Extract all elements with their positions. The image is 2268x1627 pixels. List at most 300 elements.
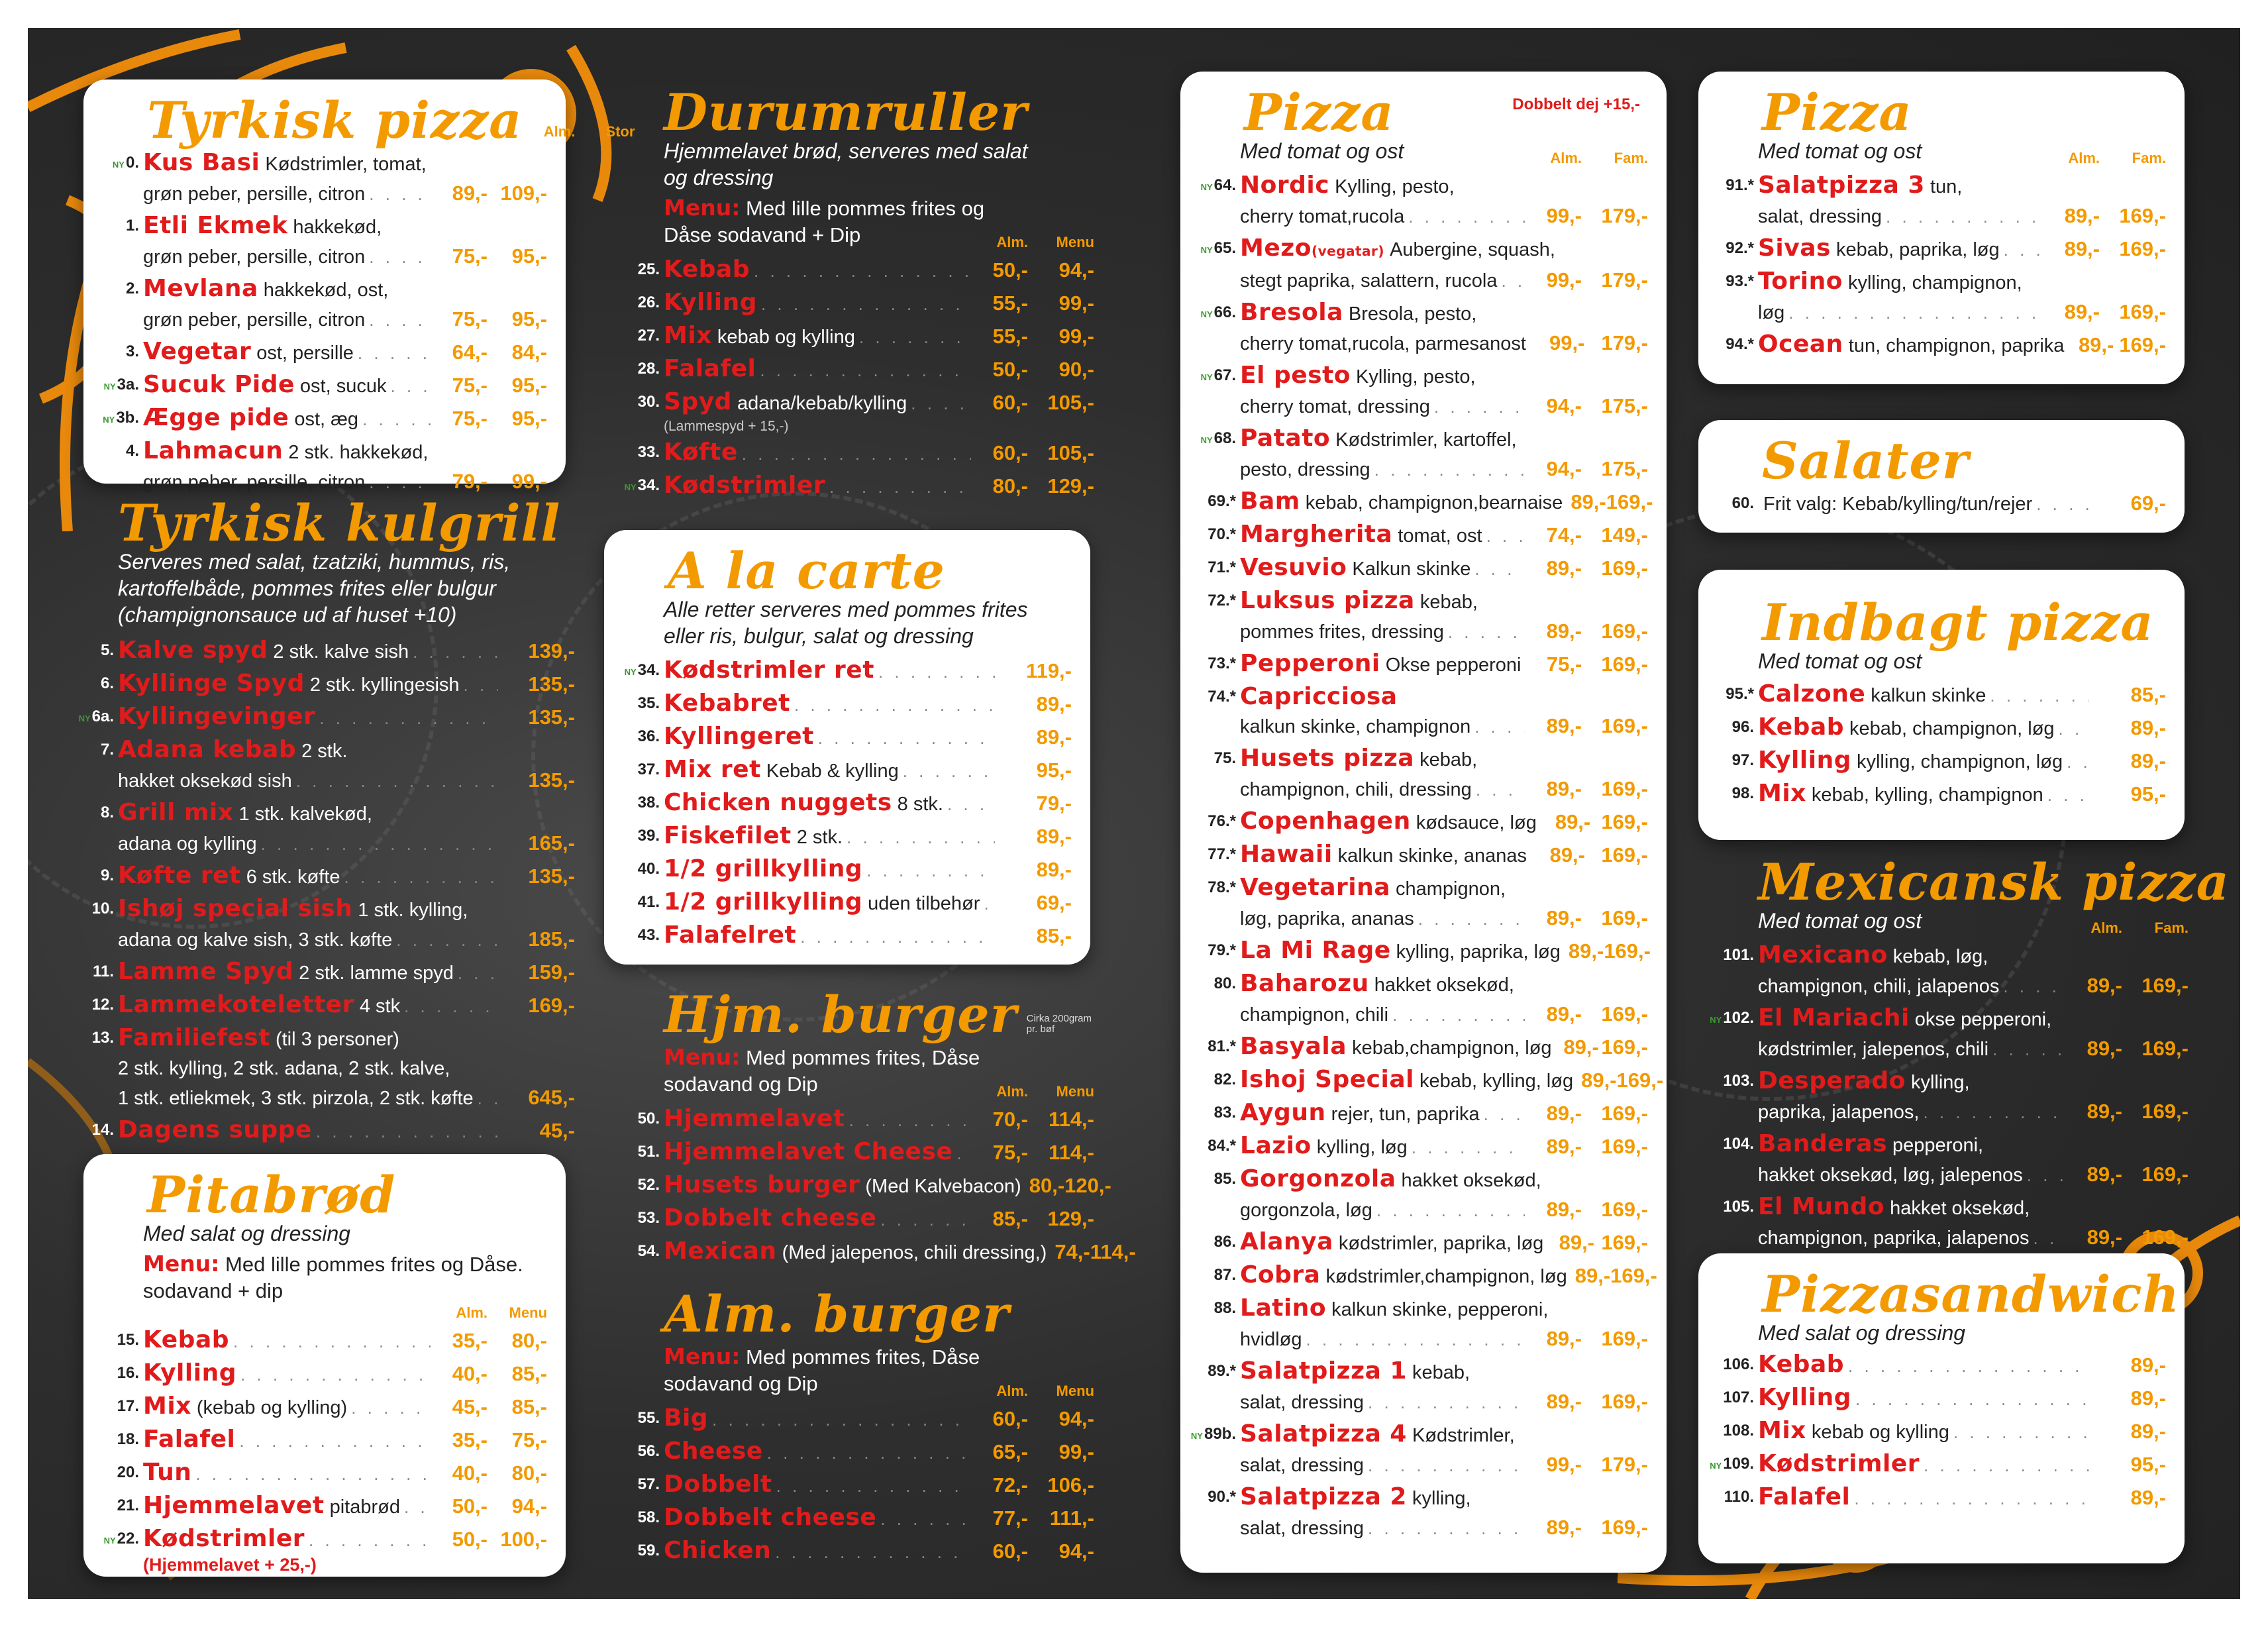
item-description: kebab og kylling (717, 327, 855, 348)
item-description: pepperoni, (1892, 1135, 1984, 1156)
item-description: kebab,champignon, løg (1352, 1037, 1552, 1059)
item-number-text: 22. (117, 1530, 139, 1548)
column-headers: Alm. Fam. (1550, 150, 1648, 166)
leader-dots (1474, 554, 1525, 584)
item-name: Chicken nuggets (664, 789, 892, 816)
item-number-text: 27. (637, 327, 660, 344)
price-regular: 89,- (1036, 825, 1072, 848)
item-description: 8 stk. (897, 794, 943, 815)
item-name: Sivas (1758, 235, 1831, 262)
price-regular: 89,- (2130, 1353, 2166, 1377)
item-number-text: 17. (117, 1397, 139, 1415)
item-number (1188, 1131, 1236, 1161)
leader-dots (369, 468, 431, 497)
item-line (118, 636, 575, 666)
item-description: 1 stk. etliekmek, 3 stk. pirzola, 2 stk. køfte (118, 1088, 474, 1109)
item-name: El pesto (1240, 362, 1351, 389)
item-number (1188, 1483, 1236, 1512)
item-number-text: 88. (1213, 1299, 1236, 1317)
item-line (143, 274, 547, 305)
item-number (612, 821, 660, 851)
price-large: 94,- (511, 1495, 547, 1518)
item-line (1758, 267, 2166, 297)
price-regular: 89,- (1574, 1264, 1611, 1287)
item-description: kødstrimler, paprika, løg (1338, 1233, 1544, 1254)
price-large: 95,- (511, 244, 547, 268)
item-line (664, 821, 1072, 852)
item-description: Kalkun skinke (1352, 558, 1471, 580)
menu-item (1208, 1483, 1648, 1543)
item-number-text: 92.* (1726, 239, 1754, 257)
item-line (143, 305, 547, 335)
menu-item (637, 921, 1072, 951)
section-title: A la carte (668, 541, 946, 600)
item-description: kylling, paprika, løg (1396, 941, 1561, 963)
price-regular: 89,- (1546, 1135, 1582, 1158)
menu-item (117, 1491, 547, 1522)
item-name: Lahmacun (143, 437, 284, 464)
leader-dots (1368, 1451, 1525, 1480)
item-number-text: 84.* (1208, 1137, 1236, 1155)
item-line (1240, 266, 1648, 295)
price-regular: 75,- (452, 374, 488, 397)
price-large: 179,- (1601, 331, 1648, 354)
item-number (91, 1491, 139, 1520)
item-name: Margherita (1240, 521, 1393, 548)
price-large: 94,- (1058, 1540, 1094, 1563)
item-number-text: 6a. (91, 708, 114, 725)
item-line (1240, 1513, 1648, 1543)
menu-description: Menu: Med lille pommes frites og Dåse sodavand + Dip (664, 195, 985, 246)
item-name: Cheese (664, 1438, 763, 1465)
item-line (664, 921, 1072, 951)
leader-dots (240, 1360, 431, 1389)
price-regular: 89,- (1546, 1102, 1582, 1125)
price-regular: 89,- (1546, 619, 1582, 643)
leader-dots (712, 1405, 971, 1434)
item-line (664, 1137, 1094, 1168)
item-number (612, 1470, 660, 1499)
item-line (1240, 1228, 1648, 1258)
item-line (118, 1116, 575, 1146)
menu-item (125, 274, 547, 335)
item-description: salat, dressing (1240, 1518, 1364, 1539)
item-number-text: 73.* (1208, 655, 1236, 672)
item-name: Vesuvio (1240, 554, 1347, 581)
item-line (1240, 904, 1648, 933)
item-number-text: 68. (1213, 429, 1236, 447)
item-number-text: 18. (117, 1430, 139, 1448)
menu-item (637, 722, 1072, 753)
price-large: 94,- (1058, 1407, 1094, 1430)
item-description: gorgonzola, løg (1240, 1200, 1372, 1221)
item-name: Lammekoteletter (118, 991, 354, 1018)
item-name: Nordic (1240, 172, 1330, 199)
item-number-text: 67. (1213, 366, 1236, 384)
item-description: kebab, champignon, løg (1849, 718, 2055, 739)
item-description: kalkun skinke (1871, 685, 1986, 706)
item-line (1240, 392, 1648, 421)
column-headers: Alm. Fam. (2068, 150, 2166, 166)
panel-indbagt-pizza (1698, 570, 2185, 840)
menu-item (637, 321, 1094, 352)
menu-item (1726, 234, 2166, 264)
item-name: Kødstrimler (664, 472, 826, 499)
item-number (1188, 873, 1236, 902)
item-name: Banderas (1758, 1130, 1888, 1157)
item-line (118, 1023, 575, 1054)
item-number-text: 76.* (1208, 812, 1236, 830)
item-line (664, 656, 1072, 686)
leader-dots (404, 992, 498, 1021)
price-large: 169,- (2119, 237, 2166, 260)
item-description: pesto, dressing (1240, 459, 1370, 480)
item-number (612, 788, 660, 817)
item-line (1758, 713, 2166, 743)
item-description: grøn peber, persille, citron (143, 246, 366, 268)
menu-item (1208, 936, 1651, 967)
menu-item (1723, 1350, 2166, 1381)
menu-item (78, 702, 575, 733)
price-large: 179,- (1601, 268, 1648, 291)
item-list (637, 1104, 1136, 1267)
item-description: 1 stk. kalvekød, (238, 804, 372, 825)
item-name: Husets burger (664, 1171, 860, 1198)
price-regular: 99,- (1546, 204, 1582, 227)
item-description: champignon, chili, dressing (1240, 779, 1472, 800)
item-description: hakket oksekød sish (118, 770, 292, 792)
item-number (66, 894, 114, 923)
menu-description: Menu: Med lille pommes frites og Dåse. sodavand + dip (143, 1251, 523, 1302)
item-number (1188, 487, 1236, 516)
price-large: 75,- (511, 1428, 547, 1451)
item-list (78, 636, 575, 1146)
menu-item (103, 403, 547, 434)
price-regular: 99,- (1546, 268, 1582, 291)
item-line (143, 148, 547, 179)
item-number (612, 255, 660, 284)
item-number-text: 15. (117, 1331, 139, 1349)
item-number (1188, 586, 1236, 615)
item-number-text: 90.* (1208, 1488, 1236, 1506)
new-badge: NY (103, 415, 115, 425)
new-badge: NY (1710, 1015, 1722, 1025)
price-regular: 45,- (539, 1119, 575, 1142)
item-number-text: 107. (1723, 1389, 1754, 1406)
item-number (1706, 1192, 1754, 1222)
leader-dots (195, 1459, 431, 1489)
item-line (1240, 873, 1648, 904)
price-regular: 40,- (452, 1362, 488, 1385)
price-regular: 89,- (1549, 843, 1585, 866)
item-number (66, 957, 114, 986)
new-badge: NY (1190, 1431, 1203, 1441)
item-number-text: 0. (125, 154, 139, 172)
item-line (1240, 1261, 1657, 1291)
menu-item (1731, 489, 2166, 519)
price-regular: 89,- (2087, 974, 2122, 997)
section-title: Mexicansk pizza (1758, 853, 2230, 912)
menu-item (637, 1237, 1136, 1267)
item-description: adana og kalve sish, 3 stk. køfte (118, 929, 393, 951)
item-name: Kebab (1758, 1351, 1845, 1378)
section-title: Pitabrød (147, 1165, 396, 1224)
item-description: salat, dressing (1240, 1392, 1364, 1413)
price-regular: 89,- (1036, 858, 1072, 881)
item-number (612, 354, 660, 384)
item-list (637, 1404, 1094, 1567)
item-line (1758, 1449, 2166, 1480)
item-name: Kyllinge Spyd (118, 670, 305, 697)
price-large: 99,- (511, 470, 547, 493)
item-description: adana/kebab/kylling (737, 393, 907, 414)
item-number-text: 103. (1723, 1072, 1754, 1090)
item-line (1758, 1192, 2189, 1223)
price-large: 179,- (1601, 1453, 1648, 1476)
item-name: Kebab (664, 256, 750, 283)
price-large: 169,- (1601, 1135, 1648, 1158)
leader-dots (1992, 1035, 2065, 1064)
price-regular: 89,- (2130, 1486, 2166, 1509)
item-number-text: 52. (637, 1176, 660, 1194)
item-number (612, 722, 660, 751)
item-number-text: 41. (637, 893, 660, 911)
item-line (1240, 329, 1648, 358)
price-regular: 645,- (528, 1086, 575, 1109)
item-line (1758, 1034, 2189, 1064)
price-regular: 72,- (992, 1473, 1028, 1496)
item-name: Patato (1240, 425, 1331, 452)
item-number (91, 1392, 139, 1421)
item-description: Bresola, pesto, (1348, 303, 1477, 325)
item-number (1706, 1067, 1754, 1096)
item-number-text: 56. (637, 1442, 660, 1460)
price-large: 169,- (1601, 1327, 1648, 1350)
item-line (1240, 840, 1648, 870)
price-large: 95,- (511, 307, 547, 331)
menu-item (100, 798, 575, 859)
price-regular: 60,- (992, 441, 1028, 464)
menu-item (1190, 1420, 1648, 1480)
price-regular: 89,- (2087, 1100, 2122, 1123)
price-regular: 89,- (1546, 777, 1582, 800)
item-line (1758, 330, 2166, 360)
menu-item (112, 148, 547, 209)
item-description: okse pepperoni, (1914, 1009, 2052, 1030)
item-number-text: 80. (1213, 974, 1236, 992)
item-number (91, 437, 139, 466)
item-number (1188, 1165, 1236, 1194)
section-title: Hjm. burger (664, 985, 1017, 1044)
price-regular: 89,- (2087, 1163, 2122, 1186)
item-line (1758, 680, 2166, 710)
leader-dots (1368, 1388, 1525, 1417)
price-large: 169,- (1601, 810, 1648, 833)
section-hjm-burger (637, 985, 1136, 1267)
item-name: 1/2 grillkylling (664, 888, 863, 916)
price-regular: 60,- (992, 391, 1028, 414)
section-mexicansk-pizza (1710, 853, 2230, 1253)
item-description: kalkun skinke, ananas (1337, 845, 1527, 866)
item-number-text: 96. (1731, 718, 1754, 736)
item-description: kebab, (1419, 749, 1478, 770)
leader-dots (829, 472, 971, 501)
item-number-text: 3b. (116, 409, 139, 427)
menu-item (1208, 553, 1648, 584)
leader-dots (761, 289, 971, 319)
new-badge: NY (103, 1536, 116, 1546)
item-description: champignon, chili (1240, 1004, 1389, 1025)
price-regular: 89,- (2087, 1037, 2122, 1060)
item-description: Kebab & kylling (766, 761, 899, 782)
item-description: løg, paprika, ananas (1240, 908, 1414, 929)
item-description: tun, champignon, paprika (1848, 335, 2065, 356)
item-number-text: 26. (637, 293, 660, 311)
item-line (664, 438, 1094, 468)
menu-item (637, 388, 1094, 435)
price-large: 106,- (1047, 1473, 1094, 1496)
item-number-text: 82. (1213, 1071, 1236, 1088)
item-name: Mevlana (143, 275, 258, 302)
item-line (1758, 201, 2166, 231)
item-name: Husets pizza (1240, 745, 1415, 772)
item-list (1726, 680, 2166, 810)
item-number (612, 656, 660, 687)
leader-dots (2034, 1224, 2066, 1253)
item-description: (kebab og kylling) (196, 1397, 348, 1418)
price-regular: 89,- (1571, 490, 1606, 513)
price-regular: 165,- (528, 831, 575, 855)
item-number (1188, 1261, 1236, 1290)
menu-item (1731, 779, 2166, 810)
item-number (1706, 941, 1754, 970)
item-line (1240, 807, 1648, 837)
item-number (1706, 1004, 1754, 1035)
price-large: 120,- (1064, 1174, 1111, 1197)
price-regular: 50,- (452, 1528, 488, 1551)
item-number (612, 321, 660, 350)
item-line (1240, 1357, 1648, 1387)
item-number-text: 58. (637, 1508, 660, 1526)
item-description: champignon, (1396, 878, 1506, 900)
price-large: 175,- (1601, 457, 1648, 480)
item-line (1758, 1223, 2189, 1253)
menu-item (1200, 361, 1648, 421)
item-number-text: 4. (125, 442, 139, 460)
item-description: 2 stk. kyllingesish (309, 674, 460, 696)
panel-pitabrod (83, 1154, 566, 1577)
item-line (1758, 1483, 2166, 1513)
price-large: 169,- (2119, 300, 2166, 323)
price-large: 169,- (1604, 939, 1651, 963)
item-name: Basyala (1240, 1033, 1347, 1060)
price-regular: 99,- (1549, 331, 1585, 354)
item-number (1706, 330, 1754, 359)
item-line (118, 925, 575, 955)
menu-item (637, 438, 1094, 468)
item-number-text: 66. (1213, 303, 1236, 321)
leader-dots (369, 305, 431, 335)
leader-dots (776, 1471, 971, 1500)
item-line (143, 1491, 547, 1522)
item-name: Lamme Spyd (118, 958, 294, 985)
item-number-text: 54. (637, 1242, 660, 1260)
item-line (664, 689, 1072, 719)
price-large: 95,- (511, 374, 547, 397)
item-line (664, 1237, 1136, 1267)
leader-dots (849, 1106, 971, 1135)
item-list (103, 1326, 547, 1555)
item-number-text: 53. (637, 1209, 660, 1227)
item-description: adana og kylling (118, 833, 257, 855)
item-description: hakket oksekød, (1374, 974, 1514, 996)
menu-item (637, 755, 1072, 786)
leader-dots (754, 256, 971, 286)
item-number (612, 921, 660, 950)
leader-dots (2067, 747, 2089, 776)
price-large: 169,- (1601, 1390, 1648, 1413)
menu-item (1731, 746, 2166, 776)
item-name: Kødstrimler (143, 1525, 305, 1552)
menu-item (1200, 171, 1648, 231)
leader-dots (984, 889, 995, 918)
item-name: Etli Ekmek (143, 212, 288, 239)
price-large: 169,- (1601, 1035, 1648, 1059)
item-line (664, 255, 1094, 286)
price-regular: 74,- (1546, 523, 1582, 547)
item-line (1758, 1097, 2189, 1127)
item-line (1240, 1032, 1648, 1063)
leader-dots (880, 1504, 971, 1534)
menu-item (1213, 1261, 1657, 1291)
item-number-text: 59. (637, 1542, 660, 1559)
item-line (664, 471, 1094, 501)
price-regular: 89,- (1546, 714, 1582, 737)
item-number (91, 337, 139, 366)
item-description: hakket oksekød, (1401, 1170, 1541, 1191)
menu-item (1723, 1192, 2189, 1253)
item-number-text: 109. (1723, 1455, 1754, 1473)
menu-item (91, 1116, 575, 1146)
item-line (143, 1425, 547, 1455)
menu-item (637, 821, 1072, 852)
item-number-text: 98. (1731, 784, 1754, 802)
menu-item (637, 788, 1072, 819)
menu-description: Menu: Med pommes frites, Dåse sodavand og Dip (664, 1044, 980, 1096)
item-number-text: 83. (1213, 1104, 1236, 1122)
leader-dots (1392, 1000, 1525, 1029)
price-regular: 185,- (528, 927, 575, 951)
item-number-text: 85. (1213, 1170, 1236, 1188)
item-name: Ægge pide (143, 404, 289, 431)
leader-dots (1923, 1098, 2065, 1127)
item-name: Mexican (664, 1237, 777, 1265)
item-line (1240, 649, 1648, 680)
item-number (1706, 1350, 1754, 1379)
leader-dots (413, 637, 498, 666)
item-number (91, 1425, 139, 1454)
item-line (143, 403, 547, 434)
item-name: Vegetarina (1240, 874, 1391, 901)
menu-item (637, 1137, 1094, 1168)
item-number-text: 102. (1723, 1009, 1754, 1027)
price-large: 85,- (511, 1395, 547, 1418)
item-line (1240, 969, 1648, 1000)
item-name: Fiskefilet (664, 822, 792, 849)
price-large: 99,- (1058, 325, 1094, 348)
leader-dots (316, 1117, 498, 1146)
item-number (1188, 682, 1236, 711)
